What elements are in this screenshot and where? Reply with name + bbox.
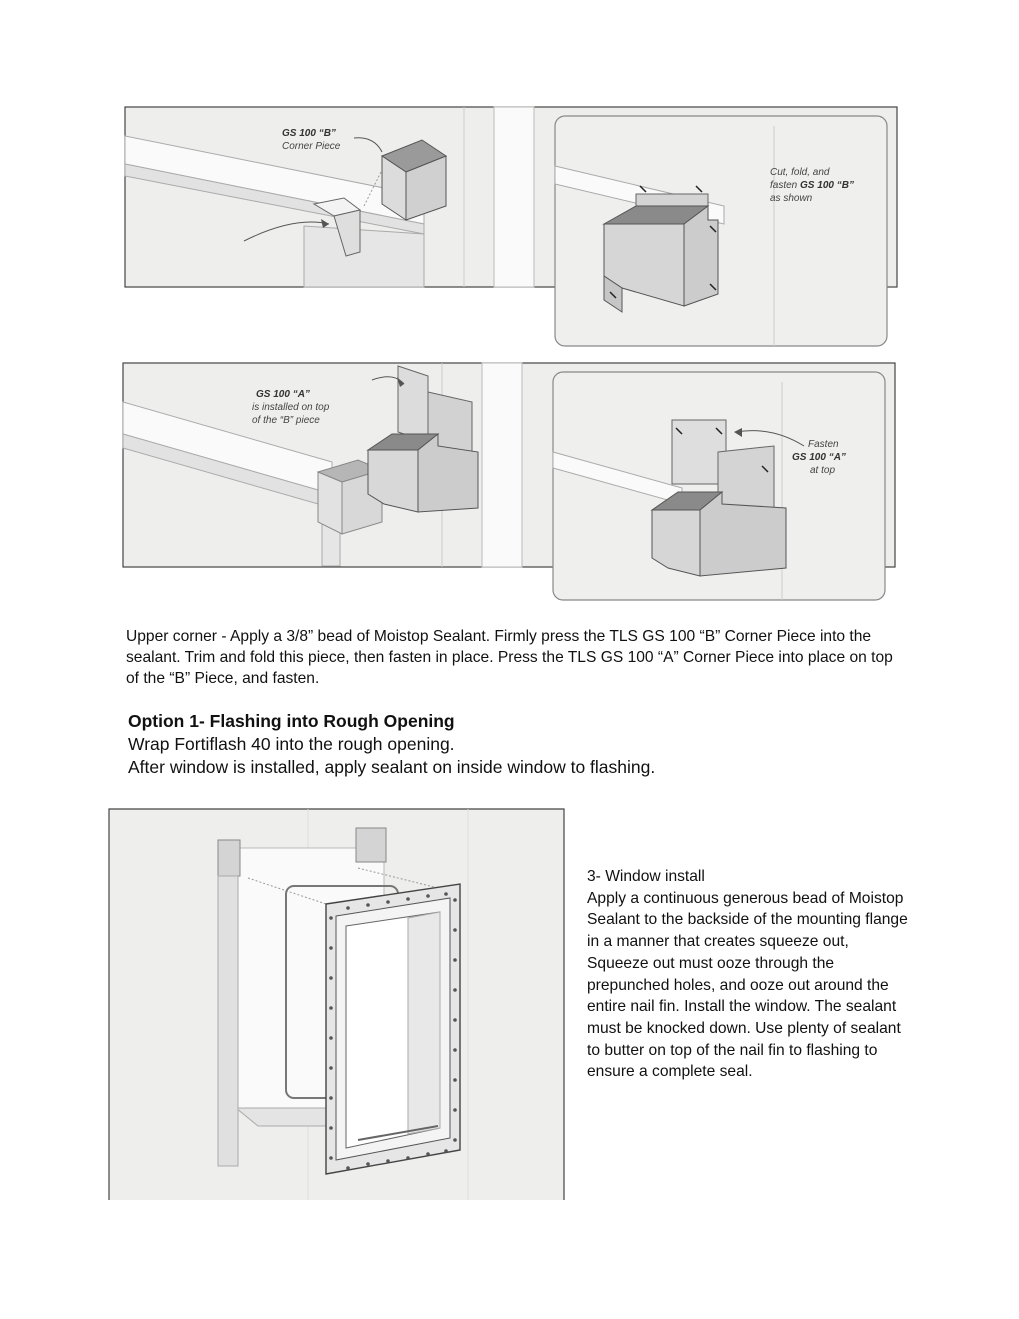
diagram-mid-svg — [122, 362, 898, 602]
label-fasten-line3: at top — [810, 465, 836, 476]
label-fasten-line1: Fasten — [808, 439, 839, 450]
intro-paragraph: Upper corner - Apply a 3/8” bead of Moistop Sealant. Firmly press the TLS GS 100 “B” Corner Piece into the sealant. Trim and fold this piece, then fasten in place. Press the TLS GS 100 “A” Corner Piece into place on top of the “B” Piece, and fasten. — [126, 628, 893, 687]
diagram-top-svg — [124, 106, 900, 350]
label-cut-line1: Cut, fold, and — [770, 167, 830, 178]
step3-body: Apply a continuous generous bead of Moistop Sealant to the backside of the mounting flange in a manner that creates squeeze out, Squeeze out must ooze through the prepunched holes, and ooze out around the entire nail fin. Install the window. The sealant must be knocked down. Use plenty of sealant to butter on top of the nail fin to flashing to ensure a complete seal. — [587, 889, 908, 1081]
diagram-mid — [122, 362, 898, 602]
step3-block — [587, 866, 912, 1083]
label-b-title: GS 100 “B” — [282, 128, 336, 139]
diagram-top — [124, 106, 900, 350]
option-heading: Option 1- Flashing into Rough Opening — [128, 711, 455, 731]
label-b-sub: Corner Piece — [282, 141, 341, 152]
option-line2: After window is installed, apply sealant on inside window to flashing. — [128, 757, 656, 777]
diagram-window-svg — [108, 808, 566, 1200]
step3-title: 3- Window install — [587, 868, 705, 885]
label-cut-line2: fasten GS 100 “B” — [770, 180, 854, 191]
a-piece — [398, 366, 428, 442]
label-fasten-line2: GS 100 “A” — [792, 452, 846, 463]
label-a-line2: is installed on top — [252, 402, 330, 413]
label-a-title: GS 100 “A” — [256, 389, 310, 400]
option-block — [128, 710, 908, 779]
label-a-line3: of the “B” piece — [252, 415, 320, 426]
option-line1: Wrap Fortiflash 40 into the rough opening. — [128, 734, 455, 754]
diagram-window — [108, 808, 566, 1200]
label-cut-line3: as shown — [770, 193, 813, 204]
